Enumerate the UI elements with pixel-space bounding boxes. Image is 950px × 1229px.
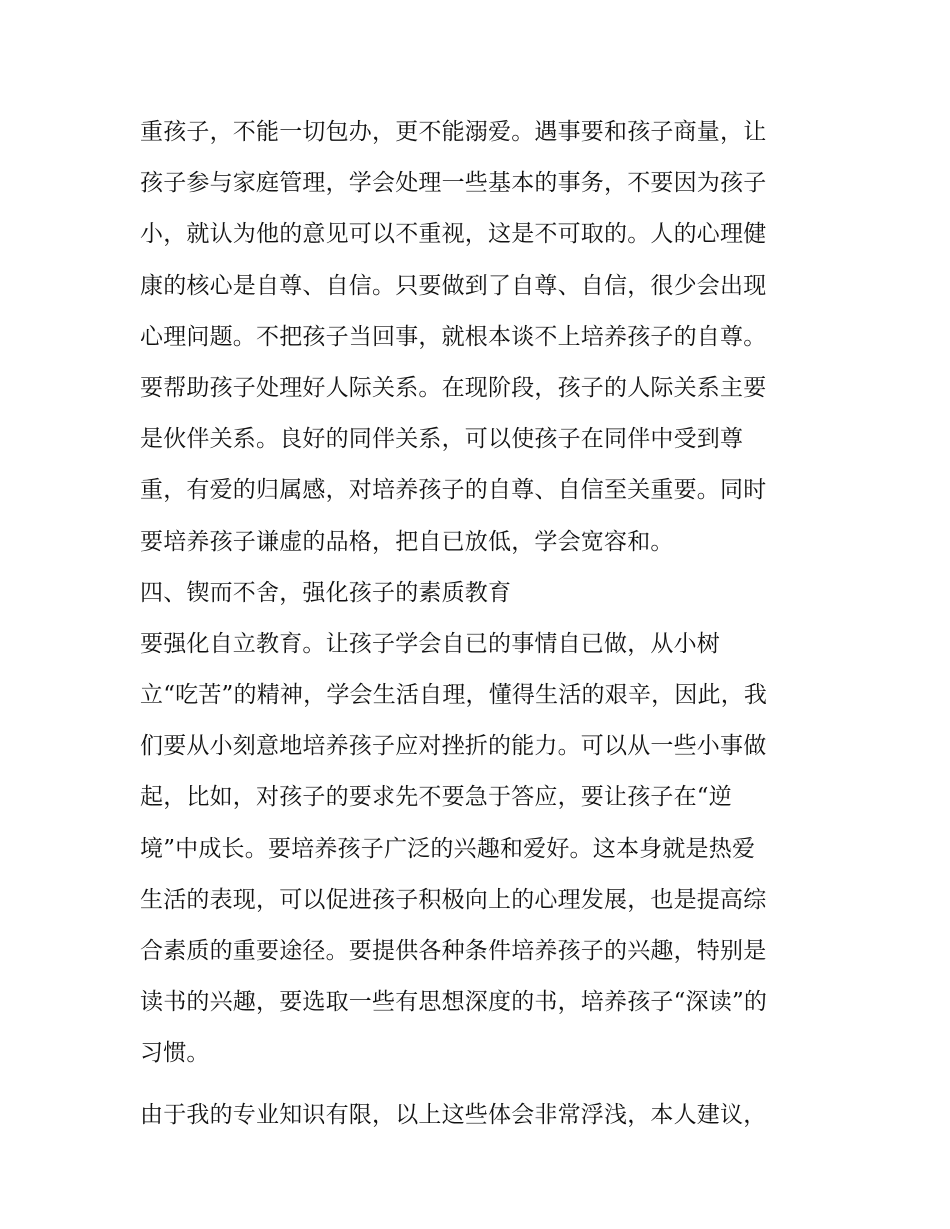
text-line: 是伙伴关系。良好的同伴关系，可以使孩子在同伴中受到尊 <box>140 426 744 453</box>
text-line: 由于我的专业知识有限，以上这些体会非常浮浅，本人建议， <box>140 1101 767 1128</box>
text-line: 起，比如，对孩子的要求先不要急于答应，要让孩子在“逆 <box>140 784 732 811</box>
text-line: 们要从小刻意地培养孩子应对挫折的能力。可以从一些小事做 <box>140 733 767 760</box>
paragraph-respect <box>140 107 820 568</box>
paragraph-quality-education <box>140 619 820 1080</box>
text-line: 小，就认为他的意见可以不重视，这是不可取的。人的心理健 <box>140 221 767 248</box>
text-line: 要帮助孩子处理好人际关系。在现阶段，孩子的人际关系主要 <box>140 374 767 401</box>
text-line: 重，有爱的归属感，对培养孩子的自尊、自信至关重要。同时 <box>140 477 767 504</box>
text-line: 立“吃苦”的精神，学会生活自理，懂得生活的艰辛，因此，我 <box>140 682 768 709</box>
paragraph-gap <box>140 1080 820 1090</box>
text-line: 心理问题。不把孩子当回事，就根本谈不上培养孩子的自尊。 <box>140 323 767 350</box>
text-line: 要强化自立教育。让孩子学会自已的事情自已做，从小树 <box>140 630 720 657</box>
text-line: 要培养孩子谦虚的品格，把自已放低，学会宽容和。 <box>140 528 674 555</box>
text-line: 读书的兴趣，要选取一些有思想深度的书，培养孩子“深读”的 <box>140 989 768 1016</box>
document-body <box>140 107 820 1141</box>
text-line: 康的核心是自尊、自信。只要做到了自尊、自信，很少会出现 <box>140 272 767 299</box>
text-line: 孩子参与家庭管理，学会处理一些基本的事务，不要因为孩子 <box>140 170 767 197</box>
text-line: 重孩子，不能一切包办，更不能溺爱。遇事要和孩子商量，让 <box>140 119 767 145</box>
text-line: 习惯。 <box>140 1040 210 1067</box>
paragraph-conclusion <box>140 1090 820 1141</box>
text-line: 境”中成长。要培养孩子广泛的兴趣和爱好。这本身就是热爱 <box>140 835 756 862</box>
section-heading: 四、锲而不舍，强化孩子的素质教育 <box>140 579 512 606</box>
text-line: 生活的表现，可以促进孩子积极向上的心理发展，也是提高综 <box>140 886 767 913</box>
text-line: 合素质的重要途径。要提供各种条件培养孩子的兴趣，特别是 <box>140 938 767 964</box>
